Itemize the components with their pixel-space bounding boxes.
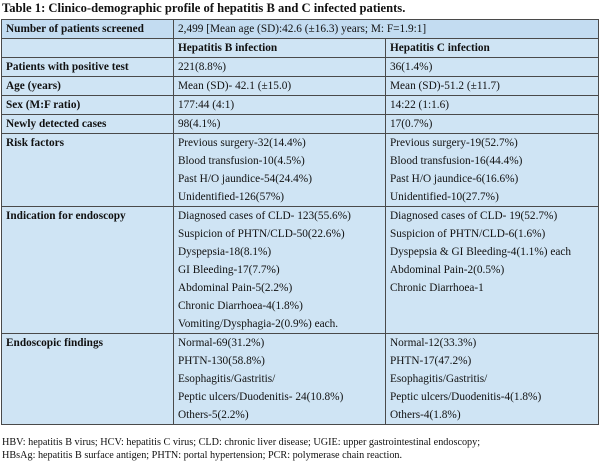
cell-line: Esophagitis/Gastritis/ [390,373,488,385]
cell-line: Abdominal Pain-5(2.2%) [178,282,293,294]
hcv-cell [386,77,599,96]
row-label: Age (years) [2,77,174,96]
hcv-cell [386,207,599,334]
cell-line: Diagnosed cases of CLD- 19(52.7%) [390,210,558,222]
cell-line: 177:44 (4:1) [178,99,235,111]
cell-line: Suspicion of PHTN/CLD-6(1.6%) [390,228,546,240]
cell-line: Normal-69(31.2%) [178,337,265,349]
column-header-row [2,39,599,58]
hcv-cell [386,58,599,77]
cell-line: 221(8.8%) [178,61,227,73]
clinico-demographic-table [1,19,599,425]
footnote-line: HBV: hepatitis B virus; HCV: hepatitis C virus; CLD: chronic liver disease; UGIE: upper gastrointestinal endoscopy; [2,437,481,448]
cell-line: 98(4.1%) [178,118,221,130]
screened-value: 2,499 [Mean age (SD):42.6 (±16.3) years; M: F=1.9:1] [174,20,599,39]
hbv-cell [174,134,386,207]
table-row [2,115,599,134]
table-row [2,58,599,77]
row-label: Indication for endoscopy [2,207,174,334]
cell-line: Mean (SD)-51.2 (±11.7) [390,80,500,92]
hbv-cell [174,207,386,334]
cell-line: PHTN-130(58.8%) [178,355,265,367]
cell-line: Diagnosed cases of CLD- 123(55.6%) [178,210,351,222]
cell-line: Blood transfusion-16(44.4%) [390,155,523,167]
cell-line: Chronic Diarrhoea-1 [390,282,484,294]
header-blank-cell [2,39,174,58]
header-hbv: Hepatitis B infection [174,39,386,58]
cell-line: Unidentified-10(27.7%) [390,191,499,203]
row-label: Patients with positive test [2,58,174,77]
cell-line: Esophagitis/Gastritis/ [178,373,276,385]
cell-line: GI Bleeding-17(7.7%) [178,264,280,276]
hcv-cell [386,134,599,207]
cell-line: Unidentified-126(57%) [178,191,285,203]
hcv-cell [386,96,599,115]
cell-line: Dyspepsia & GI Bleeding-4(1.1%) each [390,246,572,258]
table-caption: Table 1: Clinico-demographic profile of hepatitis B and C infected patients. [2,1,406,15]
table-body [2,20,599,425]
table-footnote [2,436,596,462]
cell-line: Vomiting/Dysphagia-2(0.9%) each. [178,318,339,330]
cell-line: Peptic ulcers/Duodenitis-4(1.8%) [390,391,542,403]
cell-line: Blood transfusion-10(4.5%) [178,155,305,167]
hbv-cell [174,334,386,425]
cell-line: Others-5(2.2%) [178,409,249,421]
table-row [2,96,599,115]
cell-line: 14:22 (1:1.6) [390,99,449,111]
hbv-cell [174,58,386,77]
table-row [2,77,599,96]
hcv-cell [386,115,599,134]
cell-line: Peptic ulcers/Duodenitis- 24(10.8%) [178,391,344,403]
cell-line: Past H/O jaundice-54(24.4%) [178,173,312,185]
cell-line: Dyspepsia-18(8.1%) [178,246,272,258]
cell-line: Suspicion of PHTN/CLD-50(22.6%) [178,228,345,240]
hbv-cell [174,96,386,115]
row-label: Sex (M:F ratio) [2,96,174,115]
table-row [2,207,599,334]
hcv-cell [386,334,599,425]
row-label: Risk factors [2,134,174,207]
hbv-cell [174,77,386,96]
row-label: Endoscopic findings [2,334,174,425]
table-row [2,334,599,425]
cell-line: Past H/O jaundice-6(16.6%) [390,173,519,185]
cell-line: Previous surgery-19(52.7%) [390,137,518,149]
table-row [2,134,599,207]
cell-line: Chronic Diarrhoea-4(1.8%) [178,300,303,312]
screened-label: Number of patients screened [2,20,174,39]
row-label: Newly detected cases [2,115,174,134]
cell-line: Previous surgery-32(14.4%) [178,137,306,149]
screened-row [2,20,599,39]
cell-line: Mean (SD)- 42.1 (±15.0) [178,80,292,92]
cell-line: Normal-12(33.3%) [390,337,477,349]
header-hcv: Hepatitis C infection [386,39,599,58]
footnote-line: HBsAg: hepatitis B surface antigen; PHTN: portal hypertension; PCR: polymerase chain reaction. [2,450,403,461]
cell-line: Others-4(1.8%) [390,409,461,421]
cell-line: Abdominal Pain-2(0.5%) [390,264,505,276]
cell-line: 17(0.7%) [390,118,433,130]
cell-line: 36(1.4%) [390,61,433,73]
cell-line: PHTN-17(47.2%) [390,355,472,367]
hbv-cell [174,115,386,134]
